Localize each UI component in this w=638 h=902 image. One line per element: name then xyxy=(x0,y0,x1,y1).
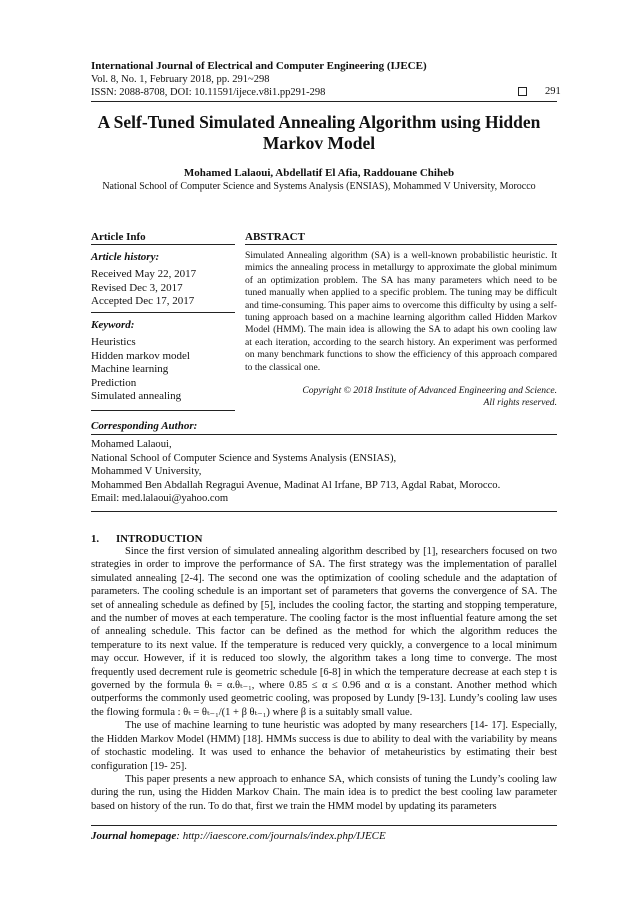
keyword: Simulated annealing xyxy=(91,390,182,402)
article-info-rule xyxy=(91,244,235,245)
author-email: Email: med.lalaoui@yahoo.com xyxy=(91,493,229,505)
square-box-icon xyxy=(518,87,527,96)
volume-info: Vol. 8, No. 1, February 2018, pp. 291~298 xyxy=(91,74,270,85)
accepted-date: Accepted Dec 17, 2017 xyxy=(91,295,195,307)
article-history xyxy=(91,268,235,309)
keyword: Hidden markov model xyxy=(91,349,190,362)
copyright-line-2: All rights reserved. xyxy=(483,397,557,409)
footer-rule xyxy=(91,825,557,826)
journal-name: International Journal of Electrical and Computer Engineering (IJECE) xyxy=(91,60,427,72)
author-name: Mohamed Lalaoui, xyxy=(91,439,172,450)
body-paragraph: The use of machine learning to tune heuristic was adopted by many researchers [14- 17]. Especially, the Hidden Markov Model (HMM) [18]. HMMs success is due to ability to deal with the variability by means of stochastic modeling. It was used to enhance the behavior of metaheuristics by estimating their best configuration [19- 25]. xyxy=(91,720,557,772)
section-number: 1. xyxy=(91,533,100,545)
section-heading-introduction xyxy=(91,533,202,545)
copyright-line-1: Copyright © 2018 Institute of Advanced Engineering and Science. xyxy=(302,385,557,396)
corresponding-rule xyxy=(91,434,557,435)
revised-date: Revised Dec 3, 2017 xyxy=(91,281,183,294)
authors: Mohamed Lalaoui, Abdellatif El Afia, Raddouane Chiheb xyxy=(183,167,455,179)
keyword-heading: Keyword: xyxy=(91,319,135,331)
keyword-rule xyxy=(91,410,235,411)
author-university: Mohammed V University, xyxy=(91,466,202,478)
frontmatter-bottom-rule xyxy=(91,511,557,512)
header-rule xyxy=(91,101,557,102)
article-info-heading: Article Info xyxy=(91,231,146,243)
homepage-link[interactable]: http://iaescore.com/journals/index.php/IJECE xyxy=(182,830,386,842)
keyword: Heuristics xyxy=(91,336,136,348)
keyword: Prediction xyxy=(91,376,137,389)
affiliation: National School of Computer Science and Systems Analysis (ENSIAS), Mohammed V University, Morocco xyxy=(102,181,536,192)
abstract-text: Simulated Annealing algorithm (SA) is a well-known probabilistic heuristic. It mimics the annealing process in metallurgy to approximate the global minimum of an optimization problem. The SA has many parameters which need to be tuned manually when applied to a specific problem. The tuning may be difficult and time-consuming. This paper aims to overcome this difficulty by using a self-tuning approach based on a machine learning algorithm called Hidden Markov Model (HMM). The main idea is allowing the SA to adapt his own cooling law at each iteration, according to the search history. An experiment was performed on many benchmark functions to show the efficiency of this approach compared to the classical one. xyxy=(245,250,557,373)
article-history-heading: Article history: xyxy=(91,251,160,263)
body-paragraph: This paper presents a new approach to enhance SA, which consists of tuning the Lundy’s cooling law during the run, using the Hidden Markov Chain. The main idea is to predict the best cooling law parameter based on history of the run. To do that, first we train the HMM model by updating its parameters xyxy=(91,773,557,812)
journal-homepage-footer: Journal homepage: http://iaescore.com/journals/index.php/IJECE xyxy=(91,830,386,842)
page-number-area xyxy=(518,86,561,97)
copyright-notice xyxy=(245,385,557,410)
paper-title xyxy=(60,112,578,154)
abstract-heading: ABSTRACT xyxy=(245,231,305,243)
page-number: 291 xyxy=(545,86,561,97)
homepage-label: Journal homepage xyxy=(91,830,177,842)
section-title: INTRODUCTION xyxy=(116,533,203,545)
introduction-body xyxy=(91,545,557,813)
corresponding-author-heading: Corresponding Author: xyxy=(91,420,198,432)
author-address: Mohammed Ben Abdallah Regragui Avenue, Madinat Al Irfane, BP 713, Agdal Rabat, Morocco. xyxy=(91,479,501,491)
title-line-1: A Self-Tuned Simulated Annealing Algorithm using Hidden xyxy=(97,112,541,132)
received-date: Received May 22, 2017 xyxy=(91,268,197,280)
keyword-list xyxy=(91,336,235,404)
issn-doi: ISSN: 2088-8708, DOI: 10.11591/ijece.v8i1.pp291-298 xyxy=(91,87,326,98)
corresponding-author-details xyxy=(91,438,557,506)
author-school: National School of Computer Science and Systems Analysis (ENSIAS), xyxy=(91,452,397,464)
body-paragraph: Since the first version of simulated annealing algorithm described by [1], researchers focused on two strategies in order to improve the performance of SA. The first strategy was the implementation of parallel simulated annealing [2-4]. The second one was the optimization of cooling schedule and the adaptation of parameters. The cooling schedule is an important set of parameters that governs the convergence of SA. The set of annealing schedule as defined by [5], includes the cooling factor, the starting and stopping temperature, and the number of moves at each temperature. The cooling factor is the most influential feature among the set of annealing schedule. This factor can be defined as the method for which the algorithm reduces the temperature to its next value. If the temperature is reduced very quickly, a convergence to a local minimum may occur. However, if it is reduced too slowly, the algorithm takes a long time to converge. The most frequently used decrement rule is geometric schedule [6-8] in which the temperature decrease at each step t is governed by the formula θₜ = α.θₜ₋₁, where 0.85 ≤ α ≤ 0.96 and α is a constant. Another method which outperforms the commonly used geometric cooling, was proposed by Lundy [9-13]. Lundy’s cooling law uses the flowing formula : θₜ = θₜ₋₁/(1 + β θₜ₋₁) where β is a suitably small value. xyxy=(91,546,557,718)
history-rule xyxy=(91,312,235,313)
abstract-rule xyxy=(245,244,557,245)
keyword: Machine learning xyxy=(91,363,169,375)
title-line-2: Markov Model xyxy=(262,133,376,153)
